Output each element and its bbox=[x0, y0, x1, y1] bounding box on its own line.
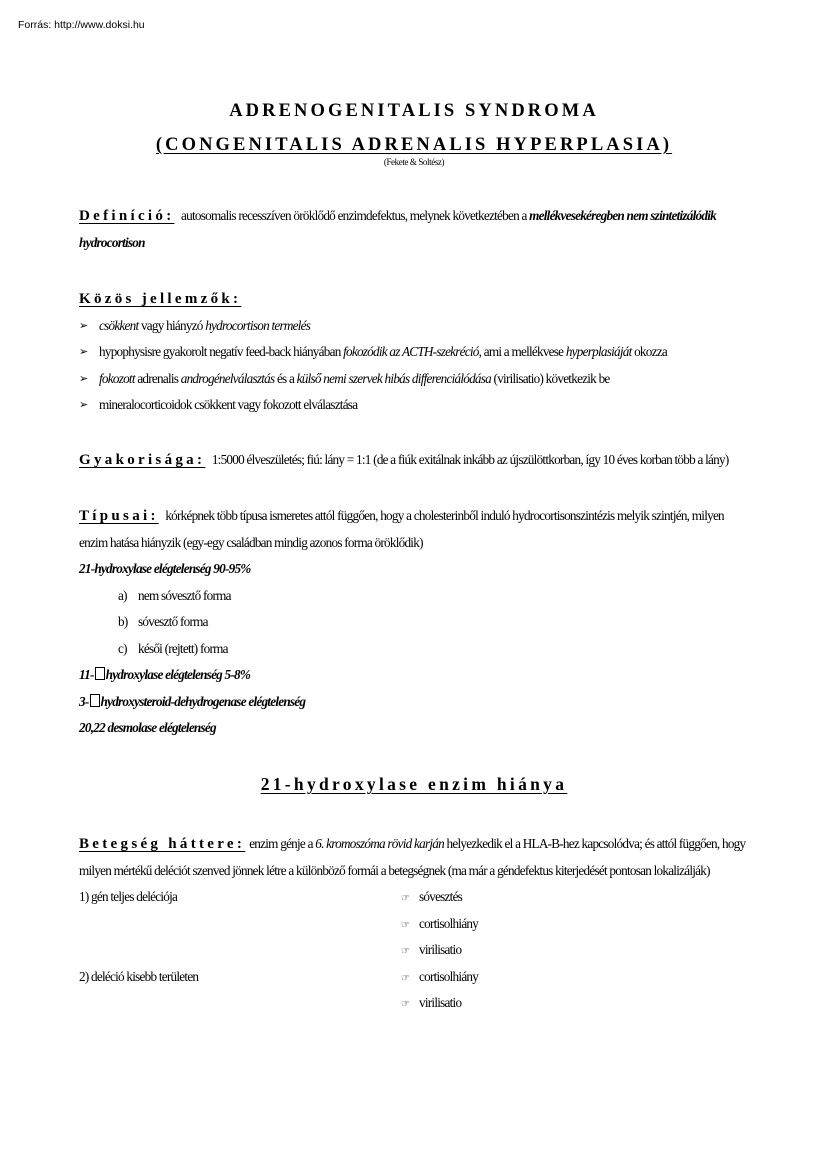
text: adrenalis bbox=[134, 370, 181, 386]
list-item bbox=[79, 583, 751, 610]
definition-section bbox=[79, 203, 751, 256]
emph: fokozódik az ACTH-szekréció bbox=[343, 344, 479, 359]
text: 3- bbox=[79, 693, 89, 709]
deletion-row bbox=[79, 884, 751, 911]
symptom: cortisolhiány bbox=[419, 915, 479, 931]
frequency-section bbox=[79, 447, 751, 474]
list-item bbox=[79, 366, 751, 393]
emph: hydrocortison termelés bbox=[205, 317, 311, 333]
frequency-text: 1:5000 élveszületés; fiú: lány = 1:1 (de a fiúk exitálnak inkább az újszülöttkorban, így 10 éves korban több a lány) bbox=[211, 452, 729, 467]
type-11-hydroxylase bbox=[79, 662, 751, 689]
list-item bbox=[79, 392, 751, 419]
symptom-row bbox=[79, 990, 751, 1017]
symptom: sóvesztés bbox=[419, 889, 463, 904]
type-3-hydroxysteroid bbox=[79, 689, 751, 716]
definition-emphasis: mellékvesekéregben nem szintetizálódik hydrocortison bbox=[79, 208, 716, 250]
emph: fokozott bbox=[99, 370, 135, 386]
symptom: cortisolhiány bbox=[419, 968, 479, 984]
types-section bbox=[79, 503, 751, 742]
text: (virilisatio) következik be bbox=[491, 370, 610, 386]
pointing-hand-icon: ☞ bbox=[401, 946, 410, 957]
common-heading: Közös jellemzők: bbox=[79, 291, 242, 307]
text: helyezkedik el a HLA-B-hez kapcsolódva; és attól függően, hogy milyen mértékű deléciót szenved jönnek létre a különböző formái a betegségnek (ma már a géndefektus kiterjedését pontosan lokalizálják) bbox=[79, 836, 746, 878]
text: enzim génje a bbox=[249, 836, 316, 851]
deletion-label: 1) gén teljes deléciója bbox=[79, 889, 178, 904]
missing-glyph-icon bbox=[95, 667, 105, 680]
deletion-label: 2) deléció kisebb területen bbox=[79, 968, 199, 984]
text: sóvesztő forma bbox=[138, 614, 208, 629]
pointing-hand-icon: ☞ bbox=[401, 919, 410, 931]
symptom: virilisatio bbox=[419, 942, 462, 957]
emph: androgénelválasztás bbox=[180, 370, 275, 386]
list-item bbox=[79, 609, 751, 636]
text: és a bbox=[274, 370, 297, 386]
pointing-hand-icon: ☞ bbox=[401, 972, 410, 984]
list-item bbox=[79, 313, 751, 340]
emph: hyperplasiáját bbox=[565, 344, 632, 359]
common-section bbox=[79, 286, 751, 419]
label: b) bbox=[118, 614, 128, 629]
text: mineralocorticoidok csökkent vagy fokozott elválasztása bbox=[99, 397, 358, 412]
background-heading: Betegség háttere: bbox=[79, 836, 246, 852]
pointing-hand-icon: ☞ bbox=[401, 893, 410, 904]
text: hypophysisre gyakorolt negatív feed-back hiányában bbox=[99, 344, 344, 359]
missing-glyph-icon bbox=[90, 694, 100, 707]
definition-heading: Definíció: bbox=[79, 208, 175, 224]
emph: csökkent bbox=[99, 317, 139, 333]
text: késői (rejtett) forma bbox=[138, 640, 228, 656]
text: hydroxysteroid-dehydrogenase elégtelenség bbox=[100, 693, 306, 709]
symptom-row bbox=[79, 937, 751, 964]
emph: 6. kromoszóma rövid karján bbox=[315, 836, 444, 851]
pointing-hand-icon: ☞ bbox=[401, 999, 410, 1010]
title-line-1: ADRENOGENITALIS SYNDROMA bbox=[229, 101, 599, 121]
types-heading: Típusai: bbox=[79, 508, 159, 524]
definition-text: autosomalis recesszíven öröklődő enzimdefektus, melynek következtében a bbox=[181, 208, 527, 223]
text: 11- bbox=[79, 667, 94, 682]
frequency-heading: Gyakorisága: bbox=[79, 452, 206, 468]
common-list bbox=[79, 313, 751, 419]
types-text: kórképnek több típusa ismeretes attól függően, hogy a cholesterinből induló hydrocortisonszintézis melyik szintjén, milyen enzim hatása hiányzik (egy-egy családban mindig azonos forma öröklődik) bbox=[79, 508, 724, 550]
section-title: 21-hydroxylase enzim hiánya bbox=[260, 774, 568, 794]
label: c) bbox=[118, 640, 127, 656]
text: hydroxylase elégtelenség 5-8% bbox=[105, 667, 251, 682]
list-item bbox=[79, 636, 751, 663]
list-item bbox=[79, 339, 751, 366]
title-line-2: (CONGENITALIS ADRENALIS HYPERPLASIA) bbox=[155, 135, 673, 155]
authors: (Fekete & Soltész) bbox=[383, 157, 445, 167]
emph: külső nemi szervek hibás differenciálódása bbox=[296, 370, 491, 386]
symptom: virilisatio bbox=[419, 995, 462, 1010]
type-21-hydroxylase: 21-hydroxylase elégtelenség 90-95% bbox=[79, 561, 251, 576]
type-desmolase: 20,22 desmolase elégtelenség bbox=[79, 720, 216, 735]
symptom-row bbox=[79, 911, 751, 938]
text: okozza bbox=[631, 344, 667, 359]
background-section bbox=[79, 831, 751, 1017]
deletion-row bbox=[79, 964, 751, 991]
text: vagy hiányzó bbox=[138, 317, 206, 333]
text: nem sóvesztő forma bbox=[138, 587, 231, 603]
source-url: Forrás: http://www.doksi.hu bbox=[18, 19, 145, 31]
label: a) bbox=[118, 587, 127, 603]
text: , ami a mellékvese bbox=[478, 344, 566, 359]
